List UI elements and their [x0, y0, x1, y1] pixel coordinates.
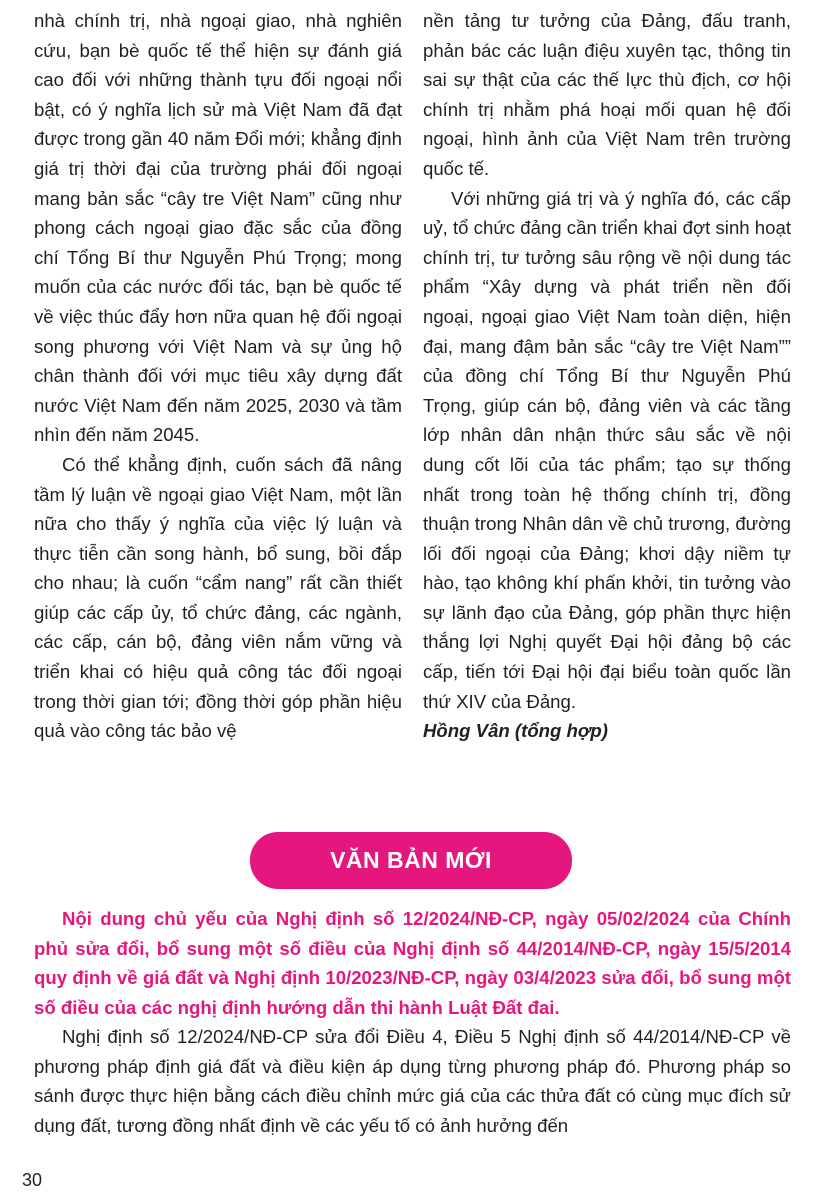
section-banner	[250, 832, 572, 889]
right-paragraph-2: Với những giá trị và ý nghĩa đó, các cấp uỷ, tổ chức đảng cần triển khai đợt sinh hoạt chính trị, tư tưởng sâu rộng về nội dung tác phẩm “Xây dựng và phát triển nền đối ngoại, ngoại giao Việt Nam toàn diện, hiện đại, mang đậm bản sắc “cây tre Việt Nam”” của đồng chí Tổng Bí thư Nguyễn Phú Trọng, giúp cán bộ, đảng viên và các tầng lớp nhân dân nhận thức sâu sắc về nội dung cốt lõi của tác phẩm; tạo sự thống nhất trong toàn hệ thống chính trị, đồng thuận trong Nhân dân về chủ trương, đường lối đối ngoại của Đảng; khơi dậy niềm tự hào, tạo không khí phấn khởi, tin tưởng vào sự lãnh đạo của Đảng, góp phần thực hiện thắng lợi Nghị quyết Đại hội đảng bộ các cấp, tiến tới Đại hội đại biểu toàn quốc lần thứ XIV của Đảng.	[423, 187, 791, 712]
left-paragraph-1: nhà chính trị, nhà ngoại giao, nhà nghiên cứu, bạn bè quốc tế thể hiện sự đánh giá cao đối với những thành tựu đối ngoại nổi bật, có ý nghĩa lịch sử mà Việt Nam đã đạt được trong gần 40 năm Đổi mới; khẳng định giá trị thời đại của trường phái đối ngoại mang bản sắc “cây tre Việt Nam” cũng như phong cách ngoại giao đặc sắc của đồng chí Tổng Bí thư Nguyễn Phú Trọng; mong muốn của các nước đối tác, bạn bè quốc tế về việc thúc đẩy hơn nữa quan hệ đối ngoại song phương với Việt Nam và sự ủng hộ chân thành đối với mục tiêu xây dựng đất nước Việt Nam đến năm 2025, 2030 và tầm nhìn đến năm 2045.	[34, 10, 402, 446]
page-number: 30	[22, 1170, 43, 1190]
section-headline: Nội dung chủ yếu của Nghị định số 12/2024/NĐ-CP, ngày 05/02/2024 của Chính phủ sửa đổi, bổ sung một số điều của Nghị định số 44/2014/NĐ-CP, ngày 15/5/2014 quy định về giá đất và Nghị định 10/2023/NĐ-CP, ngày 03/4/2023 sửa đổi, bổ sung một số điều của các nghị định hướng dẫn thi hành Luật Đất đai.	[34, 908, 791, 1018]
right-column	[423, 6, 791, 746]
author-signature: Hồng Vân (tổng hợp)	[423, 720, 608, 742]
left-paragraph-2: Có thể khẳng định, cuốn sách đã nâng tầm lý luận về ngoại giao Việt Nam, một lần nữa cho thấy ý nghĩa của việc lý luận và thực tiễn cần song hành, bổ sung, bồi đắp cho nhau; là cuốn “cẩm nang” rất cần thiết giúp các cấp ủy, tổ chức đảng, các ngành, các cấp, cán bộ, đảng viên nắm vững và triển khai có hiệu quả công tác đối ngoại trong thời gian tới; đồng thời góp phần hiệu quả vào công tác bảo vệ	[34, 453, 402, 742]
two-column-article	[34, 6, 791, 746]
section-body: Nghị định số 12/2024/NĐ-CP sửa đổi Điều 4, Điều 5 Nghị định số 44/2014/NĐ-CP về phương pháp định giá đất và điều kiện áp dụng từng phương pháp đó. Phương pháp so sánh được thực hiện bằng cách điều chỉnh mức giá của các thửa đất có cùng mục đích sử dụng đất, tương đồng nhất định về các yếu tố có ảnh hưởng đến	[34, 1026, 791, 1136]
left-column	[34, 6, 402, 746]
right-paragraph-1: nền tảng tư tưởng của Đảng, đấu tranh, phản bác các luận điệu xuyên tạc, thông tin sai sự thật của các thế lực thù địch, cơ hội chính trị nhằm phá hoại mối quan hệ đối ngoại, hình ảnh của Việt Nam trên trường quốc tế.	[423, 10, 791, 179]
section-title: VĂN BẢN MỚI	[330, 847, 492, 873]
